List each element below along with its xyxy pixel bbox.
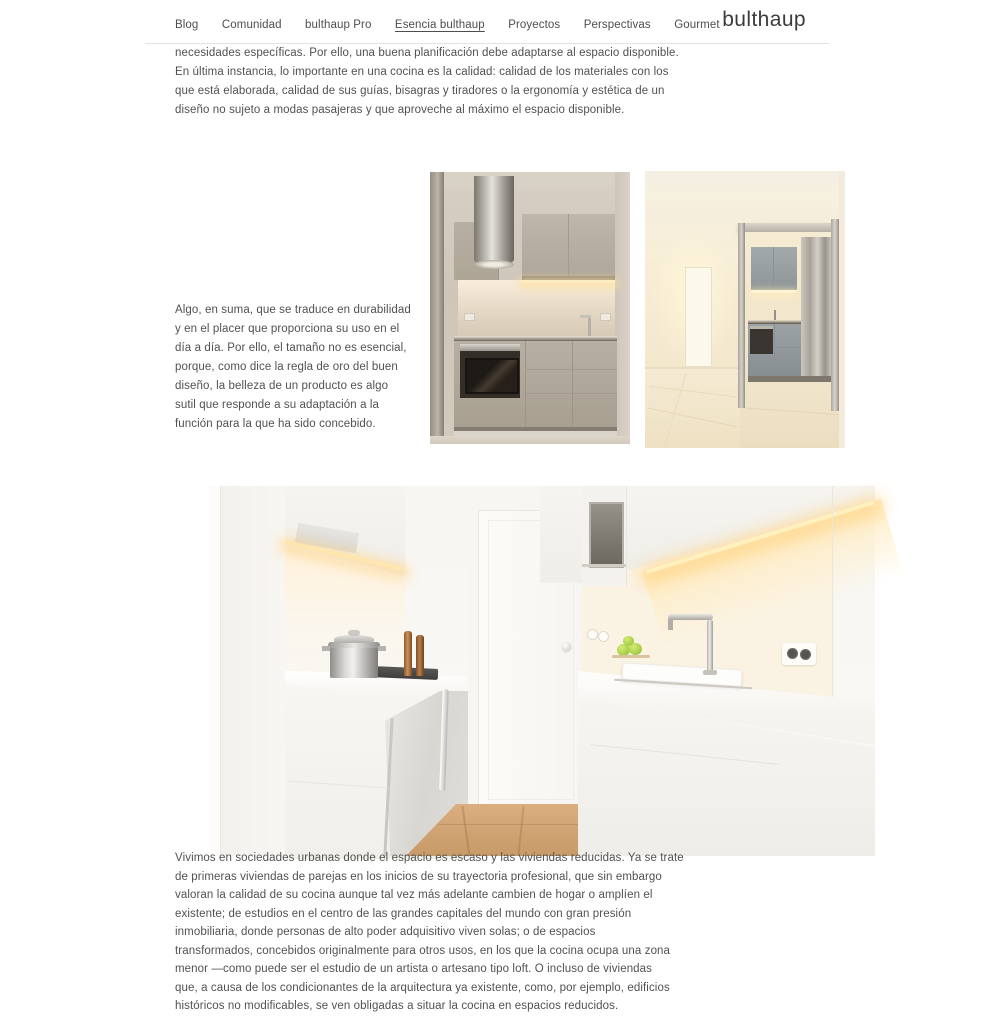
- hallway-floor: [645, 369, 741, 448]
- paragraph-intro: necesidades específicas. Por ello, una buena planificación debe adaptarse al espacio disponible. En última instancia, lo importante en una cocina es la calidad: calidad de los materiales con los que está elaborada, calidad de sus guías, bisagras y tiradores o la ergonomía y estética de un diseño no sujeto a modas pasajeras y que aproveche al máximo el espacio disponible.: [175, 47, 679, 116]
- photo-sliding-door-kitchen: [645, 171, 845, 448]
- drawer-seam: [525, 369, 617, 370]
- faucet-nozzle: [668, 619, 673, 630]
- ceiling: [645, 171, 845, 205]
- nav-item-esencia-bulthaup[interactable]: Esencia bulthaup: [394, 19, 485, 31]
- pot-lid: [334, 635, 374, 643]
- pot-lid-handle: [348, 630, 360, 636]
- wall-socket: [787, 648, 798, 659]
- nav-item-gourmet[interactable]: Gourmet: [674, 19, 720, 31]
- nav-item-bulthaup-pro[interactable]: bulthaup Pro: [305, 19, 372, 31]
- nav-item-perspectivas[interactable]: Perspectivas: [583, 19, 651, 31]
- oven-glass: [465, 358, 519, 394]
- door-knob: [562, 642, 571, 651]
- pepper-mill: [404, 631, 412, 676]
- photo-galley-kitchen: [210, 486, 875, 856]
- paragraph-body: Vivimos en sociedades urbanas donde el espacio es escaso y las viviendas reducidas. Ya se trate de primeras viviendas de parejas en los inicios de su trayectoria profesional, que sin embargo valoran la calidad de su cocina aunque tal vez más adelante cambien de hogar o amplíen el existente; de estudios en el centro de las grandes capitales del mundo con gran presión inmobiliaria, donde personas de alto poder adquisitivo viven solas; o de espacios transformados, concebidos originalmente para otros usos, en los que la cocina ocupa una zona menor —como puede ser el estudio de un artista o artesano tipo loft. O incluso de viviendas que, a causa de los condicionantes de la arquitectura ya existente, como, por ejemplo, edificios históricos no modificables, se ven obligadas a situar la cocina en espacios reducidos.: [175, 852, 684, 1012]
- faucet: [588, 315, 591, 336]
- alcove-floor: [740, 382, 845, 448]
- drawer-seam: [774, 324, 775, 376]
- hallway-door: [685, 267, 712, 367]
- cabinet-seam: [773, 247, 774, 290]
- cabinet-seam: [568, 214, 569, 276]
- wall-socket: [600, 313, 611, 321]
- wall-socket: [800, 649, 811, 660]
- pot-handle: [322, 646, 330, 651]
- built-in-oven: [750, 326, 773, 354]
- aluminium-frame-post: [738, 223, 745, 408]
- faucet: [774, 310, 776, 320]
- drawer-seam: [774, 347, 801, 348]
- paragraph-aside: Algo, en suma, que se traduce en durabilidad y en el placer que proporciona su uso en el día a día. Por ello, el tamaño no es esencial, porque, como dice la regla de oro del buen diseño, la belleza de un producto es algo sutil que responde a su adaptación a la función para la que ha sido concebido.: [175, 304, 411, 430]
- upper-cabinet: [751, 247, 797, 291]
- floor: [430, 436, 630, 444]
- pot-handle: [378, 646, 386, 651]
- aluminium-frame-post: [831, 219, 839, 411]
- wall-right: [839, 171, 845, 448]
- oven-handle: [460, 344, 520, 351]
- nav-item-comunidad[interactable]: Comunidad: [221, 19, 282, 31]
- green-apple: [623, 636, 634, 646]
- nav-item-proyectos[interactable]: Proyectos: [508, 19, 561, 31]
- sliding-door-track: [738, 223, 840, 232]
- wall-left: [210, 486, 220, 856]
- glass-door-panel: [801, 237, 831, 382]
- faucet-spout: [668, 614, 713, 620]
- wall-socket: [464, 313, 475, 321]
- drawer-seam: [572, 341, 573, 427]
- photo-compact-kitchen: [430, 172, 630, 444]
- under-cabinet-light: [751, 290, 797, 293]
- wall-socket: [587, 629, 598, 640]
- built-in-microwave: [589, 502, 624, 568]
- site-header: [145, 0, 830, 44]
- hood-rim: [474, 260, 514, 269]
- wall-right: [615, 172, 630, 444]
- wooden-tray: [612, 655, 650, 658]
- floor-plank-joint: [438, 824, 578, 825]
- steel-pot: [330, 646, 378, 678]
- backsplash: [458, 280, 615, 338]
- nav-item-blog[interactable]: Blog: [175, 19, 199, 31]
- faucet-spout: [580, 315, 591, 318]
- tall-cabinet-left: [220, 486, 286, 856]
- under-cabinet-light: [522, 280, 615, 283]
- ceiling: [444, 172, 615, 188]
- faucet-base: [703, 670, 717, 675]
- bulthaup-logo[interactable]: bulthaup: [722, 8, 806, 31]
- wall-socket: [598, 631, 609, 642]
- steel-trim: [582, 564, 626, 567]
- drawer-seam: [525, 341, 526, 427]
- drawer-seam: [525, 393, 617, 394]
- main-nav: [175, 15, 739, 33]
- pepper-mill: [416, 635, 424, 676]
- faucet-body: [707, 620, 713, 672]
- wall-edge-right: [832, 486, 833, 711]
- extractor-hood-cylinder: [474, 176, 514, 264]
- mirror-panel: [430, 172, 444, 444]
